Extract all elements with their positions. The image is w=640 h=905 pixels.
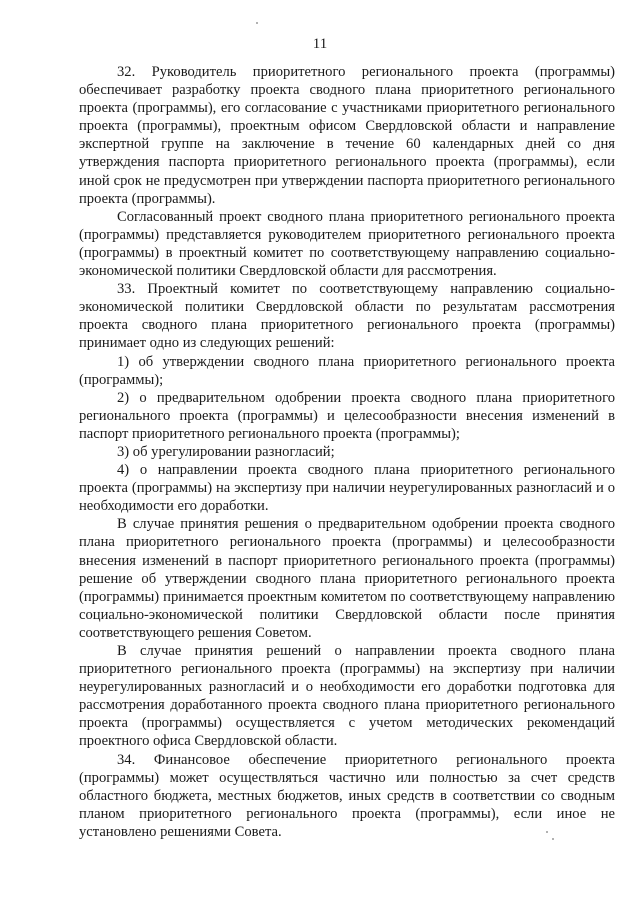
list-item-1: 1) об утверждении сводного плана приоритетного регионального проекта (программы); bbox=[79, 353, 615, 388]
page-number: 11 bbox=[312, 36, 328, 52]
list-item-4: 4) о направлении проекта сводного плана приоритетного регионального проекта (программы) на экспертизу при наличии неурегулированных разногласий и о необходимости его доработки. bbox=[79, 462, 615, 515]
paragraph-expertise-direction: В случае принятия решений о направлении проекта сводного плана приоритетного регионального проекта (программы) на экспертизу при наличии неурегулированных разногласий и о необходимости его доработки подготовка для рассмотрения доработанного проекта сводного плана приоритетного регионального проекта (программы) осуществляется с учетом методических рекомендаций проектного офиса Свердловской области. bbox=[79, 643, 615, 750]
document-body bbox=[79, 63, 615, 841]
scan-speck bbox=[552, 838, 554, 840]
scan-speck bbox=[256, 22, 258, 24]
paragraph-approved-draft: Согласованный проект сводного плана приоритетного регионального проекта (программы) представляется руководителем приоритетного регионального проекта (программы) в проектный комитет по соответствующему направлению социально-экономической политики Свердловской области для рассмотрения. bbox=[79, 208, 615, 280]
paragraph-32: 32. Руководитель приоритетного регионального проекта (программы) обеспечивает разработку проекта сводного плана приоритетного регионального проекта (программы), его согласование с участниками приоритетного регионального проекта (программы), проектным офисом Свердловской области и направление экспертной группе на заключение в течение 60 календарных дней со дня утверждения паспорта приоритетного регионального проекта (программы), если иной срок не предусмотрен при утверждении паспорта приоритетного регионального проекта (программы). bbox=[79, 64, 615, 207]
list-item-2: 2) о предварительном одобрении проекта сводного плана приоритетного регионального проекта (программы) и целесообразности внесения изменений в паспорт приоритетного регионального проекта (программы); bbox=[79, 389, 615, 442]
paragraph-34: 34. Финансовое обеспечение приоритетного регионального проекта (программы) может осуществляться частично или полностью за счет средств областного бюджета, местных бюджетов, иных средств в соответствии со сводным планом приоритетного регионального проекта (программы), если иное не установлено решениями Совета. bbox=[79, 751, 615, 840]
scan-speck bbox=[546, 831, 548, 833]
list-item-3: 3) об урегулировании разногласий; bbox=[117, 443, 335, 460]
paragraph-preliminary-approval: В случае принятия решения о предварительном одобрении проекта сводного плана приоритетного регионального проекта (программы) и целесообразности внесения изменений в паспорт приоритетного регионального проекта (программы) решение об утверждении сводного плана приоритетного регионального проекта (программы) принимается проектным комитетом по соответствующему направлению социально-экономической политики Свердловской области после принятия соответствующего решения Советом. bbox=[79, 516, 615, 641]
paragraph-33: 33. Проектный комитет по соответствующему направлению социально-экономической политики Свердловской области по результатам рассмотрения проекта сводного плана приоритетного регионального проекта (программы) принимает одно из следующих решений: bbox=[79, 281, 615, 352]
